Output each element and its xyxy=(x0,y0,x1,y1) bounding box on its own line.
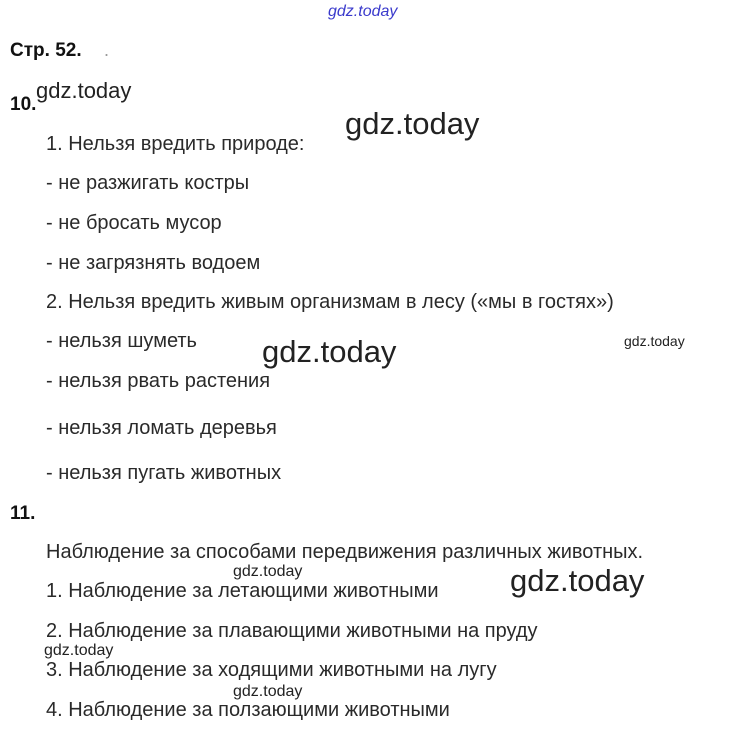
header-tail: . xyxy=(104,40,110,60)
watermark: gdz.today xyxy=(345,106,480,141)
task10-line: 1. Нельзя вредить природе: xyxy=(46,133,305,155)
watermark: gdz.today xyxy=(36,78,132,103)
task10-line: - нельзя пугать животных xyxy=(46,462,282,484)
watermark: gdz.today xyxy=(233,683,303,700)
task10-line: - не разжигать костры xyxy=(46,172,250,194)
watermark: gdz.today xyxy=(233,563,303,580)
task11-item: 1. Наблюдение за летающими животными xyxy=(46,580,439,602)
task-number-11: 11. xyxy=(10,503,36,524)
task-number-10: 10. xyxy=(10,94,37,115)
task10-line: - нельзя шуметь xyxy=(46,330,197,352)
task10-line: - не загрязнять водоем xyxy=(46,252,261,274)
task10-line: - нельзя рвать растения xyxy=(46,370,271,392)
task11-item: 2. Наблюдение за плавающими животными на пруду xyxy=(46,620,538,642)
watermark-top: gdz.today xyxy=(328,3,398,20)
task10-line: - не бросать мусор xyxy=(46,212,222,234)
watermark: gdz.today xyxy=(262,334,397,369)
task10-line: - нельзя ломать деревья xyxy=(46,417,277,439)
task11-item: 4. Наблюдение за ползающими животными xyxy=(46,699,450,721)
watermark: gdz.today xyxy=(624,333,685,349)
task11-item: 3. Наблюдение за ходящими животными на лугу xyxy=(46,659,497,681)
watermark: gdz.today xyxy=(44,642,114,659)
page-header: Стр. 52. xyxy=(10,40,82,61)
task10-line: 2. Нельзя вредить живым организмам в лесу («мы в гостях») xyxy=(46,291,614,313)
watermark: gdz.today xyxy=(510,563,645,598)
task11-intro: Наблюдение за способами передвижения различных животных. xyxy=(46,541,644,563)
